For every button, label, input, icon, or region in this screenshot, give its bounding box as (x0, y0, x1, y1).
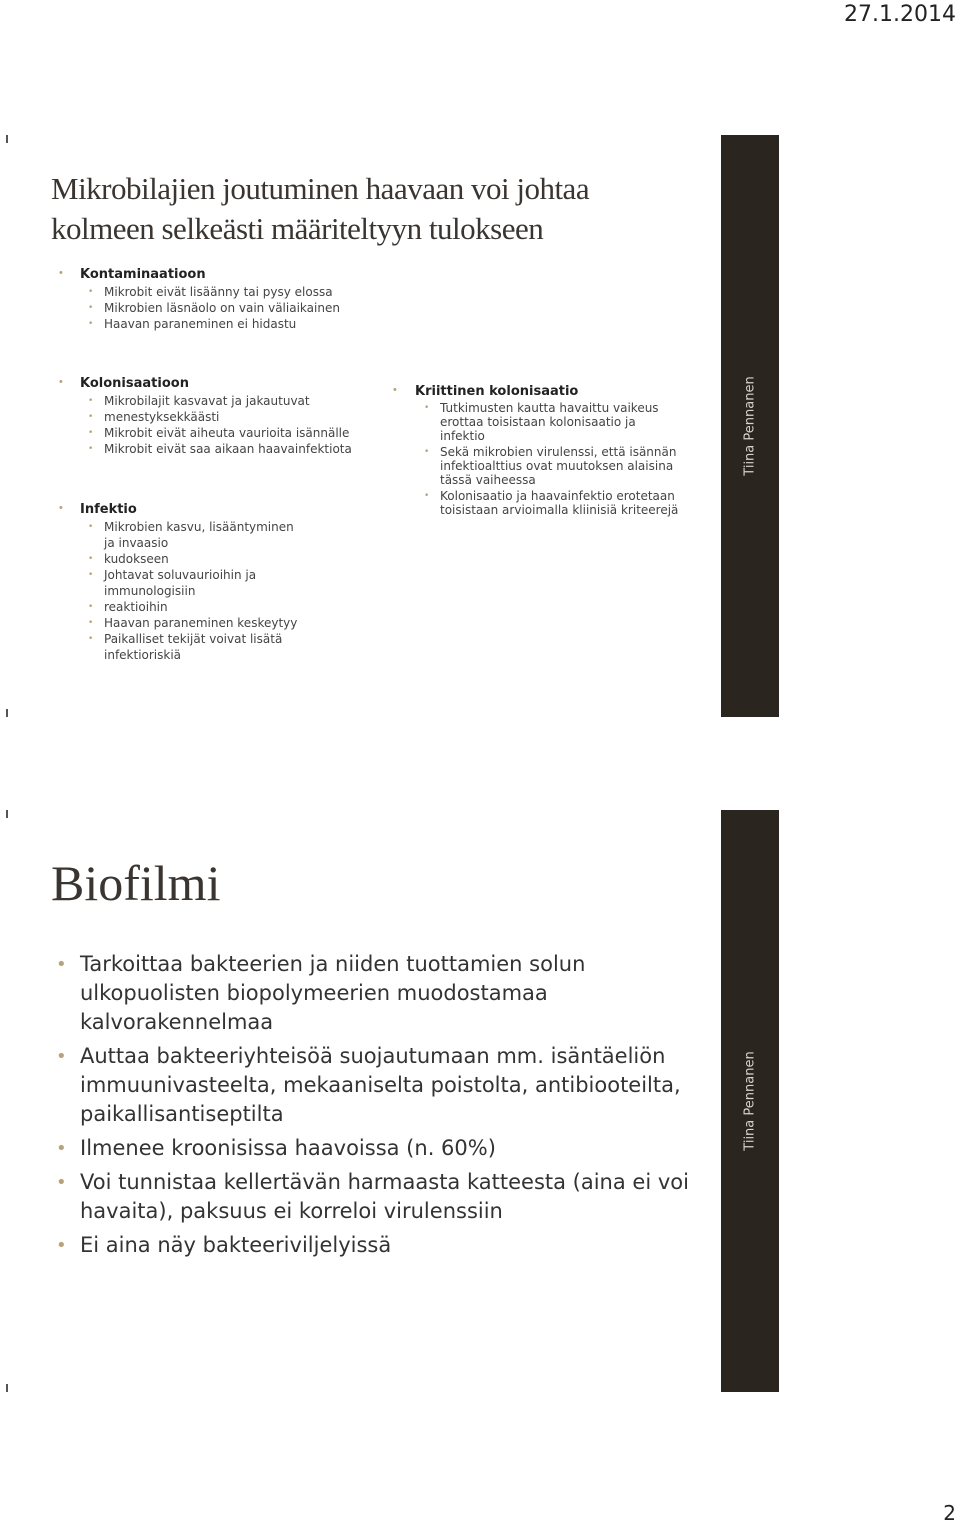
bullet-icon: • (56, 1138, 67, 1159)
list-item: • Auttaa bakteeriyhteisöä suojautumaan mm. isäntäeliön immuunivasteelta, mekaaniselta poistolta, antibiooteilta, paikallisantiseptilta (56, 1044, 681, 1126)
slide-1 (6, 135, 779, 717)
section-heading: Kriittinen kolonisaatio (415, 384, 579, 399)
section-kolonisaatio (59, 376, 359, 457)
bullet-icon: • (424, 447, 430, 457)
bullet-icon: • (393, 384, 397, 396)
bullet-icon: • (88, 634, 94, 644)
bullet-icon: • (424, 491, 430, 501)
bullet-icon: • (88, 618, 94, 628)
author-label: Tiina Pennanen (742, 1051, 758, 1151)
list-item: • Mikrobilajit kasvavat ja jakautuvat (88, 394, 310, 408)
list-item: • Mikrobien läsnäolo on vain väliaikainen (88, 301, 340, 315)
section-list (88, 393, 359, 457)
list-item: • Voi tunnistaa kellertävän harmaasta katteesta (aina ei voi havaita), paksuus ei korreloi virulenssiin (56, 1170, 689, 1223)
list-item: • reaktioihin (88, 600, 168, 614)
bullet-icon: • (88, 554, 94, 564)
section-list (88, 519, 304, 663)
list-item: • kudokseen (88, 552, 169, 566)
bullet-icon: • (88, 522, 94, 532)
section-heading: Kontaminaatioon (80, 267, 206, 282)
slide-title (51, 169, 589, 249)
bullet-icon: • (59, 376, 63, 388)
list-item: • Sekä mikrobien virulenssi, että isännän infektioalttius ovat muutoksen alaisina tässä vaiheessa (424, 445, 677, 487)
section-kriittinen (393, 384, 688, 517)
list-item: • Ilmenee kroonisissa haavoissa (n. 60%) (80, 1134, 700, 1163)
page-date: 27.1.2014 (844, 2, 956, 27)
bullet-icon: • (88, 287, 94, 297)
bullet-icon: • (88, 444, 94, 454)
section-list (424, 401, 680, 517)
bullet-icon: • (56, 954, 67, 975)
list-item: • Haavan paraneminen keskeytyy (88, 616, 298, 630)
author-label: Tiina Pennanen (742, 376, 758, 476)
bullet-icon: • (88, 412, 94, 422)
section-list (88, 284, 379, 332)
slide-edge-mark (6, 709, 8, 717)
list-item: • Kolonisaatio ja haavainfektio erotetaan toisistaan arvioimalla kliinisiä kriteerejä (424, 489, 679, 517)
title-line: kolmeen selkeästi määriteltyyn tulokseen (51, 211, 544, 246)
slide-edge-mark (6, 810, 8, 818)
bullet-icon: • (56, 1235, 67, 1256)
bullet-icon: • (88, 319, 94, 329)
slide-title: Biofilmi (51, 855, 221, 911)
slide-edge-mark (6, 135, 8, 143)
slide-sidebar (721, 810, 779, 1392)
section-infektio (59, 502, 359, 663)
list-item: • Johtavat soluvaurioihin ja immunologisiin (88, 568, 257, 598)
bullet-icon: • (56, 1046, 67, 1067)
list-item: • Mikrobit eivät aiheuta vaurioita isännälle (88, 426, 350, 440)
list-item: • Mikrobit eivät saa aikaan haavainfektiota (88, 442, 352, 456)
bullet-icon: • (88, 303, 94, 313)
list-item: • Ei aina näy bakteeriviljelyissä (80, 1231, 700, 1260)
list-item: • Haavan paraneminen ei hidastu (88, 317, 297, 331)
list-item: • Tutkimusten kautta havaittu vaikeus erottaa toisistaan kolonisaatio ja infektio (424, 401, 659, 443)
section-kontaminaatio (59, 267, 379, 332)
slide-edge-mark (6, 1384, 8, 1392)
bullet-icon: • (88, 396, 94, 406)
slide-list (56, 950, 700, 1265)
section-heading: Kolonisaatioon (80, 376, 189, 391)
slide-2 (6, 810, 779, 1392)
list-item: • Paikalliset tekijät voivat lisätä infektioriskiä (88, 632, 283, 662)
slide-sidebar (721, 135, 779, 717)
bullet-icon: • (88, 602, 94, 612)
bullet-icon: • (88, 570, 94, 580)
list-item: • menestyksekkäästi (88, 410, 220, 424)
list-item: • Mikrobit eivät lisäänny tai pysy elossa (88, 285, 333, 299)
bullet-icon: • (59, 502, 63, 514)
page-number: 2 (943, 1501, 956, 1525)
bullet-icon: • (59, 267, 63, 279)
section-heading: Infektio (80, 502, 137, 517)
list-item: • Mikrobien kasvu, lisääntyminen ja invaasio (88, 520, 294, 550)
title-line: Mikrobilajien joutuminen haavaan voi johtaa (51, 171, 590, 206)
list-item: • Tarkoittaa bakteerien ja niiden tuottamien solun ulkopuolisten biopolymeerien muodostamaa kalvorakennelmaa (56, 952, 586, 1034)
bullet-icon: • (424, 403, 430, 413)
bullet-icon: • (56, 1172, 67, 1193)
bullet-icon: • (88, 428, 94, 438)
